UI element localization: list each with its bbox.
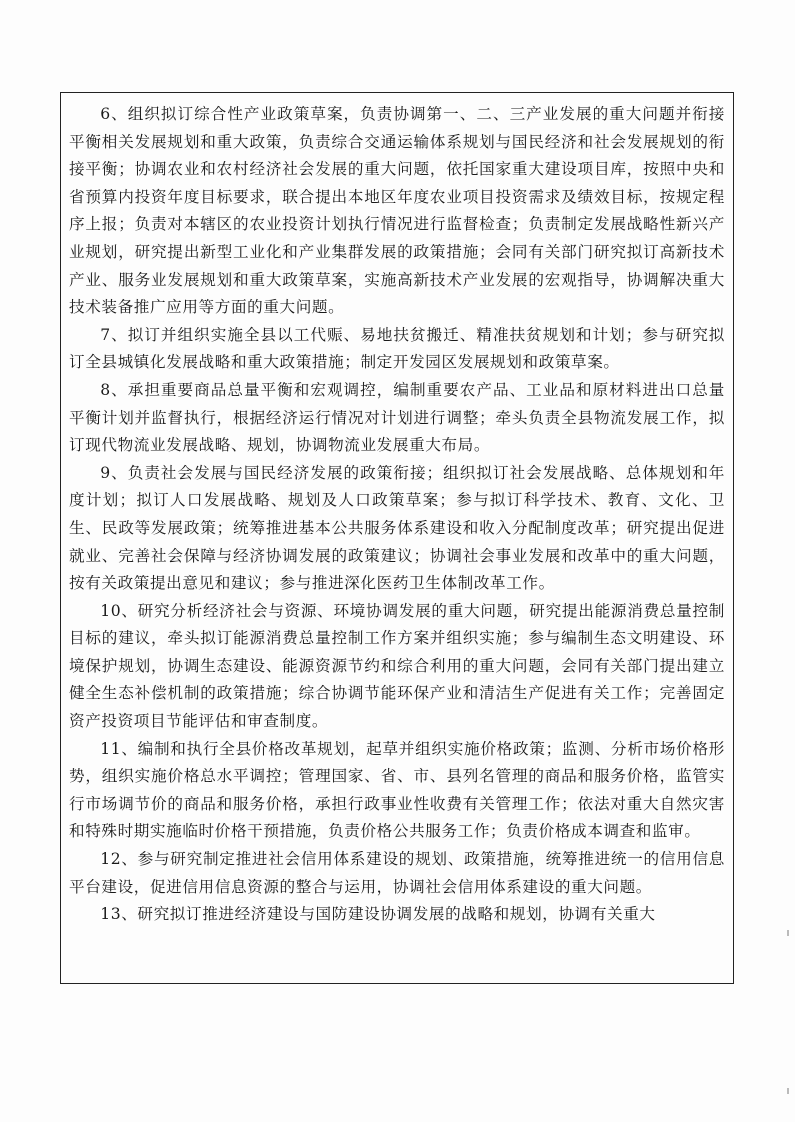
paragraph-item-8: 8、承担重要商品总量平衡和宏观调控，编制重要农产品、工业品和原材料进出口总量平衡计划并监督执行，根据经济运行情况对计划进行调整；牵头负责全县物流发展工作，拟订现代物流业发展战略、规划，协调物流业发展重大布局。 <box>69 380 725 455</box>
paragraph-item-9: 9、负责社会发展与国民经济发展的政策衔接；组织拟订社会发展战略、总体规划和年度计划；拟订人口发展战略、规划及人口政策草案；参与拟订科学技术、教育、文化、卫生、民政等发展政策；统筹推进基本公共服务体系建设和收入分配制度改革；研究提出促进就业、完善社会保障与经济协调发展的政策建议；协调社会事业发展和改革中的重大问题，按有关政策提出意见和建议；参与推进深化医药卫生体制改革工作。 <box>69 463 725 593</box>
paragraph-item-7: 7、拟订并组织实施全县以工代赈、易地扶贫搬迁、精准扶贫规划和计划；参与研究拟订全县城镇化发展战略和重大政策措施；制定开发园区发展规划和政策草案。 <box>69 325 725 372</box>
paragraph-item-6: 6、组织拟订综合性产业政策草案，负责协调第一、二、三产业发展的重大问题并衔接平衡相关发展规划和重大政策，负责综合交通运输体系规划与国民经济和社会发展规划的衔接平衡；协调农业和农村经济社会发展的重大问题，依托国家重大建设项目库，按照中央和省预算内投资年度目标要求，联合提出本地区年度农业项目投资需求及绩效目标，按规定程序上报；负责对本辖区的农业投资计划执行情况进行监督检查；负责制定发展战略性新兴产业规划，研究提出新型工业化和产业集群发展的政策措施；会同有关部门研究拟订高新技术产业、服务业发展规划和重大政策草案，实施高新技术产业发展的宏观指导，协调解决重大技术装备推广应用等方面的重大问题。 <box>69 105 725 317</box>
paragraph-item-11: 11、编制和执行全县价格改革规划，起草并组织实施价格政策；监测、分析市场价格形势，组织实施价格总水平调控；管理国家、省、市、县列名管理的商品和服务价格，监管实行市场调节价的商品和服务价格，承担行政事业性收费有关管理工作；依法对重大自然灾害和特殊时期实施临时价格干预措施，负责价格公共服务工作；负责价格成本调查和监审。 <box>69 739 725 841</box>
scan-edge-mark <box>787 930 789 936</box>
paragraph-item-10: 10、研究分析经济社会与资源、环境协调发展的重大问题，研究提出能源消费总量控制目标的建议，牵头拟订能源消费总量控制工作方案并组织实施；参与编制生态文明建设、环境保护规划，协调生态建设、能源资源节约和综合利用的重大问题，会同有关部门提出建立健全生态补偿机制的政策措施；综合协调节能环保产业和清洁生产促进有关工作；完善固定资产投资项目节能评估和审查制度。 <box>69 601 725 731</box>
scan-edge-mark <box>787 1088 789 1094</box>
document-body <box>61 93 733 929</box>
bordered-text-frame <box>60 92 734 984</box>
paragraph-item-12: 12、参与研究制定推进社会信用体系建设的规划、政策措施，统筹推进统一的信用信息平台建设，促进信用信息资源的整合与运用，协调社会信用体系建设的重大问题。 <box>69 850 725 896</box>
paragraph-item-13: 13、研究拟订推进经济建设与国防建设协调发展的战略和规划，协调有关重大 <box>100 905 656 924</box>
